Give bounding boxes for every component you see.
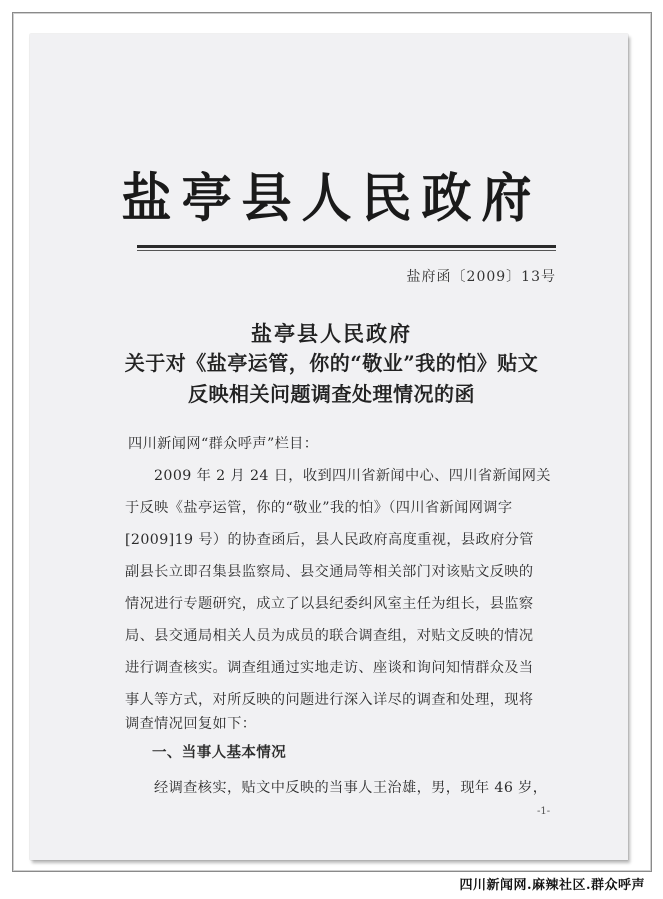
masthead-rule-thin xyxy=(137,250,556,251)
body-line: 调查情况回复如下： xyxy=(125,716,257,732)
masthead-title: 盐亭县人民政府 xyxy=(121,166,542,229)
source-watermark: 四川新闻网.麻辣社区.群众呼声 xyxy=(459,878,645,893)
addressee-line: 四川新闻网“群众呼声”栏目： xyxy=(128,436,319,452)
body-line: 经调查核实，贴文中反映的当事人王治雄，男，现年 46 岁， xyxy=(154,780,548,796)
letter-title-line-2: 关于对《盐亭运管，你的“敬业”我的怕》贴文 xyxy=(124,351,539,375)
page-number: -1- xyxy=(537,806,551,817)
body-line: 局、县交通局相关人员为成员的联合调查组，对贴文反映的情况 xyxy=(125,628,534,644)
body-line: 事人等方式，对所反映的问题进行深入详尽的调查和处理，现将 xyxy=(125,692,534,708)
body-line: 情况进行专题研究，成立了以县纪委纠风室主任为组长，县监察 xyxy=(125,596,534,612)
body-line: 副县长立即召集县监察局、县交通局等相关部门对该贴文反映的 xyxy=(125,564,534,580)
document-number: 盐府函〔2009〕13号 xyxy=(406,269,556,285)
body-line: 2009 年 2 月 24 日，收到四川省新闻中心、四川省新闻网关 xyxy=(154,468,551,484)
body-line: 进行调查核实。调查组通过实地走访、座谈和询问知情群众及当 xyxy=(125,660,534,676)
section-heading: 一、当事人基本情况 xyxy=(152,744,287,761)
body-line: 于反映《盐亭运管，你的“敬业”我的怕》（四川省新闻网调字 xyxy=(125,500,513,516)
letter-title-line-3: 反映相关问题调查处理情况的函 xyxy=(188,382,475,406)
masthead-rule-thick xyxy=(137,245,556,248)
body-line: [2009]19 号）的协查函后，县人民政府高度重视，县政府分管 xyxy=(125,532,534,548)
letter-title-line-1: 盐亭县人民政府 xyxy=(251,321,412,346)
